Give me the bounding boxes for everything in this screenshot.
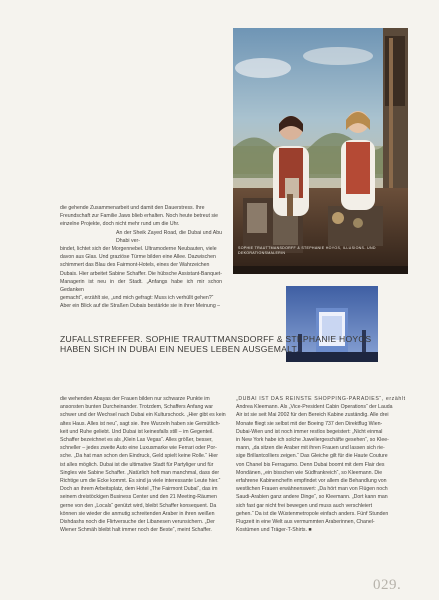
text-line: ist alles möglich. Dubai ist die ultimative Stadt für Partyliger und für <box>60 461 214 468</box>
text-line: Schaffer bezeichnet es als „Klein Las Vegas“. Alles größer, besser, <box>60 437 213 444</box>
text-line: An der Sheik Zayed Road, die Dubai und Abu Dhabi ver- <box>116 229 222 244</box>
article-column-right <box>236 395 408 534</box>
text-line: von Chanel bis Ferragamo. Denn Dubai boomt mit dem Flair des <box>236 461 385 468</box>
text-line: Aber ein Blick auf die Straßen Dubais bestärkte sie in ihrer Meinung – <box>60 303 221 310</box>
text-line: altes Haus. Alles ist neu“, sagt sie. Ihre Wurzeln haben sie Gemütlich- <box>60 420 221 427</box>
text-line: sige Brillantcolliers zeigen.“ Das Gleiche gilt für die Haute Couture <box>236 453 388 460</box>
text-line: „DUBAI IST DAS REINSTE SHOPPING-PARADIES“, erzählt <box>236 396 406 402</box>
text-line: Dishdashs noch die Flirtversuche der Libanesen verunsichern. „Der <box>60 519 215 526</box>
text-line: die gehende Zusammenarbeit und damit den Dauerstress. Ihre <box>60 205 205 211</box>
text-line: können sie wieder die anmutig schreitenden Araber in ihren weißen <box>60 510 215 517</box>
text-line: in New York habe ich solche Juweliergeschäfte gesehen“, so Klee- <box>236 437 389 444</box>
text-line: keit und Ruhe geliebt. Und Dubai ist keinesfalls still – im Gegenteil. <box>60 428 214 435</box>
text-line: Mondänen, „ein bisschen wie Südfrankreich“, so Kleemann. Die <box>236 469 383 476</box>
studio-photo-illustration <box>233 28 408 274</box>
text-line: Wiener Schmäh bleibt halt immer noch der Beste“, meint Schaffer. <box>60 527 212 534</box>
text-line: schimmert das Blau des Fairmont-Hotels, eines der Wahrzeichen <box>60 262 210 269</box>
text-line: Richtige um die Ecke kommt. Es sind ja viele interessante Leute hier.“ <box>60 478 221 485</box>
text-line: Singles wie Sabine Schaffer. „Natürlich hoft man manchmal, dass der <box>60 469 220 476</box>
photo-caption: SOPHIE TRAUTTMANSDORFF & STEPHANIE HOYOS, ILLUSIONS- UND DEKORATIONSMALERIN <box>238 246 376 255</box>
text-line: erfahrene Kabinenchefin empfindet vor allem die Behandlung von <box>236 478 387 485</box>
text-line: gehen.“ Da ist die Wüstenmetropole einfach anders. Fünf Stunden <box>236 510 389 517</box>
page-number: 029. <box>373 577 402 593</box>
text-line: Freundschaft zur Familie Jaws blieb erhalten. Noch heute betreut sie <box>60 213 219 220</box>
text-line: einzelne Projekte, doch nicht mehr rund um die Uhr. <box>60 221 180 228</box>
text-line: Managerin ist neu in der Stadt. „Anfangs habe ich mir schon Gedanken <box>60 278 222 294</box>
text-line: schwer und der Wechsel nach Dubai ein Kulturschock. „Hier gibt es kein <box>60 412 226 419</box>
text-line: seinem dreistöckigen Business Center und den 21 Meeting-Räumen <box>60 494 217 501</box>
text-line: bindet, lichtet sich der Morgennebel. Ultramoderne Neubauten, viele <box>60 246 217 253</box>
text-line: schneller – jedes zweite Auto eine Luxusmarke wie Ferrari oder Por- <box>60 445 217 452</box>
text-line: gerne von den „Locals“ genützt wird, bleibt Schaffer konsequent. Da <box>60 502 217 509</box>
text-line: sche. „Da hat man schon den Eindruck, Geld spielt keine Rolle.“ Hier <box>60 453 219 460</box>
text-line: gemacht“, erzählt sie, „und mich gefragt: Muss ich verhüllt gehen?“ <box>60 295 214 302</box>
person-right <box>341 111 375 210</box>
text-line: Monate fliegt sie selbst mit der Boeing 737 den Direktflug Wien- <box>236 420 383 427</box>
text-line: Doch an ihrem Arbeitsplatz, dem Hotel „The Fairmont Dubai“, das im <box>60 486 218 493</box>
text-line: sich fast gar nicht frei bewegen und muss auch verschleiert <box>236 502 373 509</box>
text-line: Andrea Kleemann. Als „Vice-President Cabin Operations“ der Lauda <box>236 404 393 411</box>
text-line: Air ist sie seit Mai 2002 für den Bereich Kabine zuständig. Alle drei <box>236 412 389 419</box>
pull-quote: ZUFALLSTREFFER. SOPHIE TRAUTTMANSDORFF & STEPHANIE HOYOS HABEN SICH IN DUBAI EIN NEUES LEBEN AUSGEMALT. <box>60 334 372 354</box>
text-line: mann, „da sitzen die Araber mit ihren Frauen und lassen sich rie- <box>236 445 385 452</box>
text-line: Dubai-Wien und ist noch immer restlos begeistert: „Nicht einmal <box>236 428 383 435</box>
text-line: davon aus Glas. Und graziöse Türme bilden eine Allee. Dazwischen <box>60 254 216 261</box>
text-line: Dubais. Hier arbeitet Sabine Schaffer. Die hübsche Assistant-Banquet- <box>60 270 222 277</box>
text-line: westlichen Frauen erwähnenswert: „Da hört man von Flügen noch <box>236 486 388 493</box>
text-line: die wehenden Abayas der Frauen bilden nur schwarze Punkte im <box>60 396 210 402</box>
article-column-left <box>60 395 228 534</box>
article-column-top <box>60 204 222 311</box>
text-line: Saudi-Arabien ganz andere Dinge“, so Kleemann. „Dort kann man <box>236 494 388 501</box>
text-line: ansonsten bunten Durcheinander. Trotzdem, Schaffers Anfang war <box>60 404 214 411</box>
text-line: Kostümen und Träger-T-Shirts. ■ <box>236 527 312 534</box>
photo-painters-studio <box>233 28 408 274</box>
text-line: Flugzeit in eine Welt aus vermummten Araberinnen, Chanel- <box>236 519 375 526</box>
